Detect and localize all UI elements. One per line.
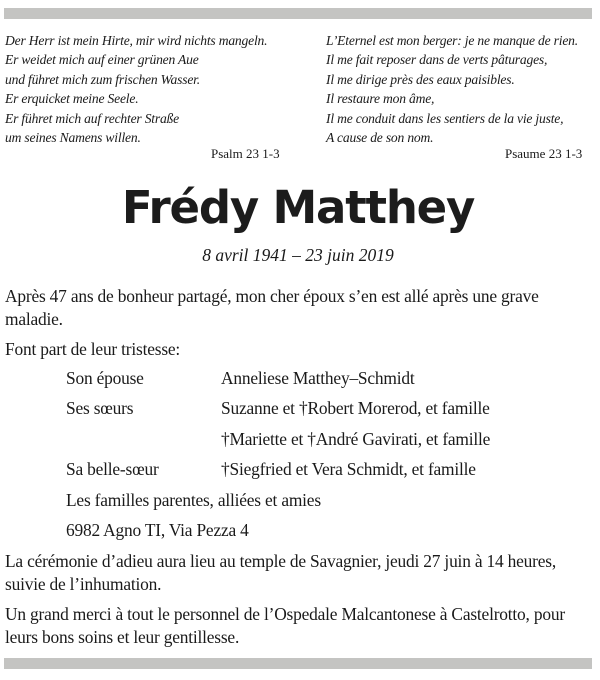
- psalm-line: um seines Namens willen.: [5, 130, 141, 146]
- spouse-name: Anneliese Matthey–Schmidt: [221, 368, 415, 388]
- thanks-paragraph: Un grand merci à tout le personnel de l’Ospedale Malcantonese à Castelrotto, pour leurs bons soins et leur gentillesse.: [5, 604, 565, 647]
- psalm-line: Er erquicket meine Seele.: [5, 91, 139, 107]
- psalm-line: Der Herr ist mein Hirte, mir wird nichts mangeln.: [5, 33, 268, 48]
- bottom-divider-bar: [4, 658, 592, 669]
- psalm-line: A cause de son nom.: [326, 130, 434, 146]
- psalm-german-reference: Psalm 23 1-3: [211, 146, 280, 161]
- sisters-label: Ses sœurs: [66, 398, 134, 418]
- relatives-line: Les familles parentes, alliées et amies: [66, 490, 321, 510]
- deceased-name: Frédy Matthey: [121, 181, 475, 234]
- psalm-line: Il me conduit dans les sentiers de la vie juste,: [326, 110, 564, 126]
- psalm-line: Er weidet mich auf einer grünen Aue: [5, 52, 199, 68]
- psalm-line: Il restaure mon âme,: [326, 91, 435, 107]
- font-part-line: Font part de leur tristesse:: [5, 339, 181, 359]
- psalm-line: Il me fait reposer dans de verts pâturages,: [326, 52, 548, 68]
- spouse-label: Son épouse: [66, 368, 144, 388]
- life-dates: 8 avril 1941 – 23 juin 2019: [202, 245, 394, 265]
- family-address: 6982 Agno TI, Via Pezza 4: [66, 520, 249, 540]
- ceremony-paragraph: La cérémonie d’adieu aura lieu au temple de Savagnier, jeudi 27 juin à 14 heures, suivie de l’inhumation.: [5, 551, 556, 594]
- sister-in-law-label: Sa belle-sœur: [66, 459, 159, 479]
- sisters-line-1: Suzanne et †Robert Morerod, et famille: [221, 398, 490, 418]
- sisters-line-2: †Mariette et †André Gavirati, et famille: [221, 429, 491, 449]
- sister-in-law-name: †Siegfried et Vera Schmidt, et famille: [221, 459, 476, 479]
- psalm-line: L’Eternel est mon berger: je ne manque de rien.: [326, 33, 578, 48]
- psalm-line: Er führet mich auf rechter Straße: [5, 110, 179, 126]
- psalm-line: und führet mich zum frischen Wasser.: [5, 71, 200, 87]
- psalm-german: [5, 31, 295, 147]
- psalm-french-reference: Psaume 23 1-3: [505, 146, 583, 161]
- psalm-french: [326, 31, 592, 147]
- top-divider-bar: [4, 8, 592, 19]
- intro-paragraph: Après 47 ans de bonheur partagé, mon cher époux s’en est allé après une grave maladie.: [5, 286, 539, 329]
- psalm-line: Il me dirige près des eaux paisibles.: [326, 71, 515, 87]
